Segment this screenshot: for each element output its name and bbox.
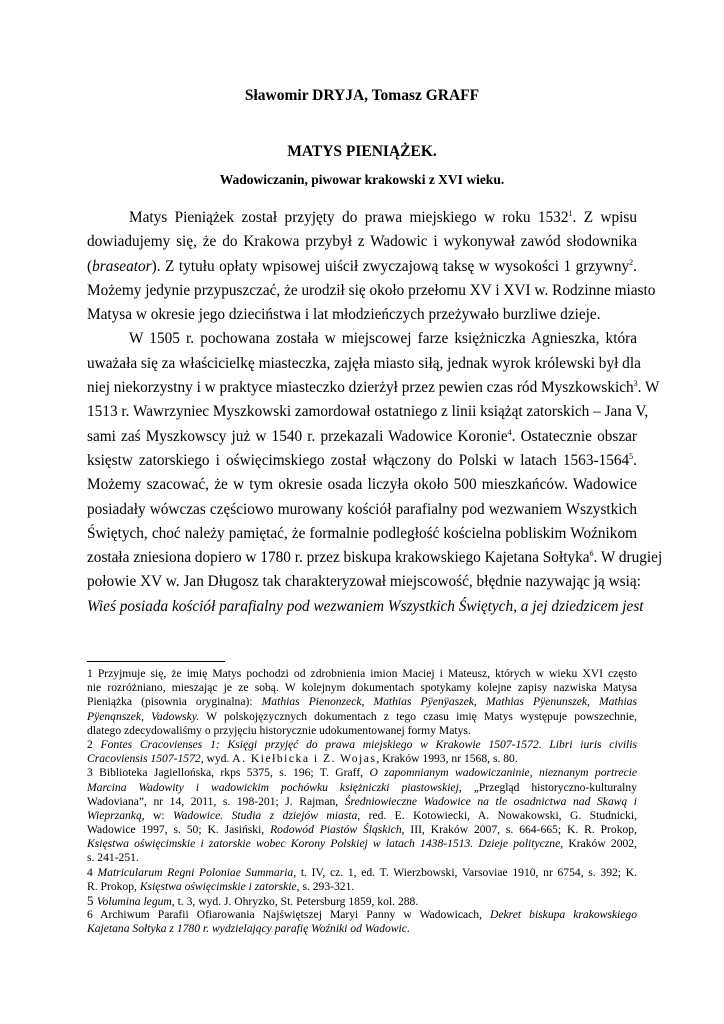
body-line: Wieś posiada kościół parafialny pod wezwaniem Wszystkich Świętych, a jej dziedzicem jest: [87, 597, 644, 615]
footnote-ref-6[interactable]: 6: [589, 549, 594, 559]
article-subtitle: Wadowiczanin, piwowar krakowski z XVI wieku.: [219, 172, 505, 187]
footnote-6: Kajetana Sołtyka z 1780 r. wydzielający parafię Woźniki od Wadowic.: [87, 922, 410, 936]
footnote-3: 3 Biblioteka Jagiellońska, rkps 5375, s. 196; T. Graff, O zapomnianym wadowiczaninie, nieznanym portrecie: [87, 766, 637, 780]
footnote-3: Wadoviana”, nr 14, 2011, s. 198-201; J. Rajman, Średniowieczne Wadowice na tle osadnictwa nad Skawą i: [87, 794, 637, 808]
body-line: posiadały wówczas częściowo murowany kościół parafialny pod wezwaniem Wszystkich: [87, 500, 637, 518]
footnote-3: Marcina Wadowity i wadowickim pochówku księżniczki piastowskiej, „Przegląd historyczno-kulturalny: [87, 780, 637, 794]
footnote-3: Wadowice 1997, s. 50; K. Jasiński, Rodowód Piastów Śląskich, III, Kraków 2007, s. 664-665; K. R. Prokop,: [87, 823, 637, 837]
body-line: Możemy szacować, że w tym okresie osada liczyła około 500 mieszkańców. Wadowice: [87, 476, 637, 494]
body-line: połowie XV w. Jan Długosz tak charakteryzował miejscowość, błędnie nazywając ją wsią:: [87, 573, 641, 591]
footnote-divider: [87, 661, 225, 662]
body-line: W 1505 r. pochowana została w miejscowej farze księżniczka Agnieszka, która: [129, 330, 637, 348]
footnote-ref-5[interactable]: 5: [629, 451, 634, 461]
authors: Sławomir DRYJA, Tomasz GRAFF: [244, 87, 480, 104]
footnote-6: 6 Archiwum Parafii Ofiarowania Najświętszej Maryi Panny w Wadowicach, Dekret biskupa krakowskiego: [87, 908, 637, 922]
body-line: Matys Pieniążek został przyjęty do prawa miejskiego w roku 1532$^1$. Z wpisu: [129, 208, 637, 226]
body-text: [87, 206, 663, 619]
footnote-4: 4 Matricularum Regni Poloniae Summaria, t. IV, cz. 1, ed. T. Wierzbowski, Varsoviae 1910, nr 6754, s. 392; K.: [87, 865, 637, 879]
body-line: dowiadujemy się, że do Krakowa przybył z Wadowic i wykonywał zawód słodownika: [87, 233, 637, 251]
footnote-ref-4[interactable]: 4: [507, 427, 512, 437]
footnote-3: s. 241-251.: [87, 851, 139, 865]
footnote-1: dlatego zdecydowaliśmy o przyjęciu historycznie udokumentowanej formy Matys.: [87, 723, 471, 737]
body-line: Matysa w okresie jego dzieciństwa i lat młodzieńczych przeżywało burzliwe dzieje.: [87, 306, 601, 324]
footnote-4: R. Prokop, Księstwa oświęcimskie i zatorskie, s. 293-321.: [87, 879, 355, 893]
footnote-1: Pieniążka (pisownia oryginalna): Mathias Pienonzeck, Mathias Pÿenÿaszek, Mathias Pÿenunszek, Mathias: [87, 695, 637, 709]
body-line: sami zaś Myszkowscy już w 1540 r. przekazali Wadowice Koronie$^4$. Ostatecznie obszar: [87, 427, 637, 445]
footnote-2: Cracoviensis 1507-1572, wyd. A. Kiełbicka i Z. Wojas, Kraków 1993, nr 1568, s. 80.: [87, 752, 518, 766]
body-line: została zniesiona dopiero w 1780 r. przez biskupa krakowskiego Kajetana Sołtyka$^6$. W drugiej: [87, 549, 663, 567]
footnote-1: Pÿenąnszek, Vadowsky. W polskojęzycznych dokumentach z tego czasu imię Matys występuje powszechnie,: [87, 709, 637, 723]
footnotes: [87, 667, 637, 937]
footnote-2: 2 Fontes Cracovienses 1: Księgi przyjęć do prawa miejskiego w Krakowie 1507-1572. Libri iuris civilis: [87, 737, 637, 751]
body-line: Świętych, choć należy pamiętać, że formalnie podległość kościelna pobliskim Woźnikom: [87, 524, 637, 542]
footnote-1: nie rozróżniano, mieszając je ze sobą. W kolejnym dokumentach spotykamy kolejne zapisy nazwiska Matysa: [87, 681, 637, 695]
body-line: niej niekorzystny i w praktyce miasteczko dzierżył przez pewien czas ród Myszkowskich$^3$. W: [87, 378, 660, 397]
footnote-ref-3[interactable]: 3: [633, 378, 638, 388]
footnote-ref-2[interactable]: 2: [629, 257, 634, 267]
footnote-3: Księstwa oświęcimskie i zatorskie wobec Korony Polskiej w latach 1438-1513. Dzieje polityczne, Kraków 2002,: [87, 837, 637, 851]
article-title: MATYS PIENIĄŻEK.: [287, 143, 437, 160]
footnote-1: 1 Przyjmuje się, że imię Matys pochodzi od zdrobnienia imion Maciej i Mateusz, których w wieku XVI często: [87, 667, 637, 680]
body-line: 1513 r. Wawrzyniec Myszkowski zamordował ostatniego z linii książąt zatorskich – Jana V,: [87, 403, 649, 421]
body-line: uważała się za właścicielkę miasteczka, zajęła miasto siłą, jednak wyrok królewski był dla: [87, 354, 641, 372]
body-line: Możemy jedynie przypuszczać, że urodził się około przełomu XV i XVI w. Rodzinne miasto: [87, 281, 656, 299]
body-line: (braseator). Z tytułu opłaty wpisowej uiścił zwyczajową taksę w wysokości 1 grzywny$^2$.: [87, 257, 637, 275]
footnote-ref-1[interactable]: 1: [568, 208, 573, 218]
footnote-3: Wieprzanką, w: Wadowice. Studia z dziejów miasta, red. E. Kotowiecki, A. Nowakowski, G. Studnicki,: [87, 808, 637, 822]
footnote-5: 5 Volumina legum, t. 3, wyd. J. Ohryzko, St. Petersburg 1859, kol. 288.: [87, 893, 419, 908]
body-line: księstw zatorskiego i oświęcimskiego został włączony do Polski w latach 1563-1564$^5$.: [87, 451, 637, 469]
